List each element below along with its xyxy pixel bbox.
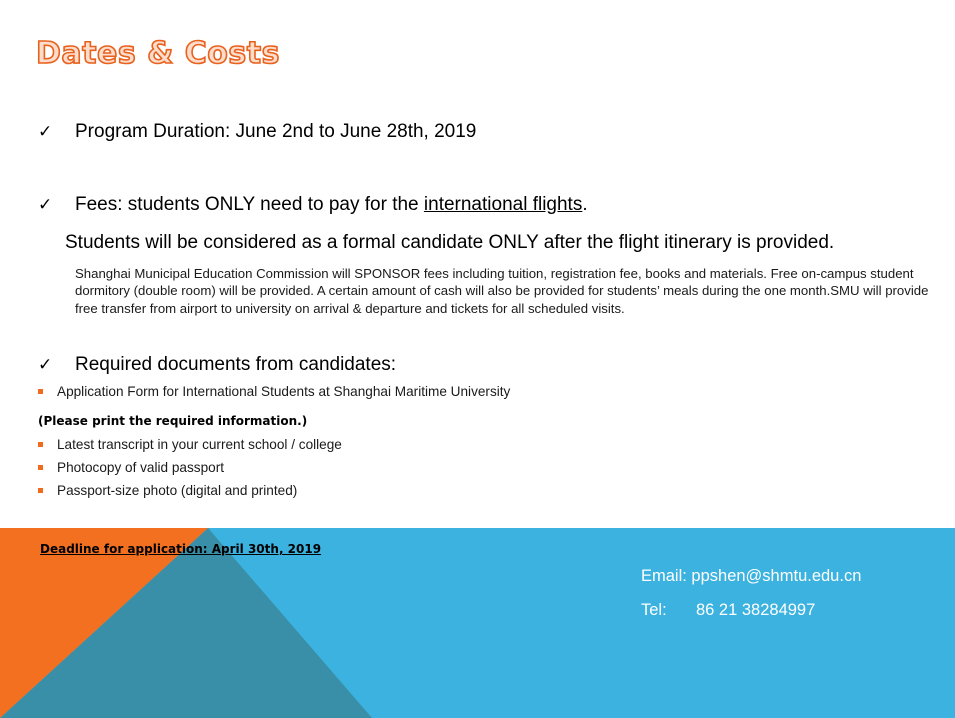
program-duration-text: Program Duration: June 2nd to June 28th, 2019 [75,121,477,142]
footer-band [0,528,955,718]
check-icon: ✓ [38,122,53,142]
sponsor-paragraph: Shanghai Municipal Education Commission will SPONSOR fees including tuition, registration fee, books and materials. Free on-campus student dormitory (double room) will be provided. A certain amount of cash will also be provided for students’ meals during the one month.SMU will provide free transfer from airport to university on arrival & departure and tickets for all scheduled visits. [75,266,929,316]
fees-text [75,194,588,216]
program-duration-item [38,121,476,143]
document-label: Latest transcript in your current school / college [57,437,342,452]
square-bullet-icon [38,442,43,447]
document-label: Application Form for International Students at Shanghai Maritime University [57,384,511,399]
fees-prefix: Fees: students ONLY need to pay for the [75,194,424,215]
candidate-notice: Students will be considered as a formal candidate ONLY after the flight itinerary is provided. [65,232,835,253]
fees-suffix: . [582,194,588,215]
square-bullet-icon [38,465,43,470]
document-label: Photocopy of valid passport [57,460,225,475]
square-bullet-icon [38,389,43,394]
document-label: Passport-size photo (digital and printed) [57,483,298,498]
check-icon: ✓ [38,355,53,375]
list-item [38,437,342,452]
square-bullet-icon [38,488,43,493]
contact-phone [641,601,815,620]
footer-background [0,528,955,718]
print-note: (Please print the required information.) [38,414,308,428]
list-item [38,384,510,399]
documents-heading-item [38,354,396,376]
contact-email: Email: ppshen@shmtu.edu.cn [641,567,862,585]
slide-title: Dates & Costs [36,36,280,71]
check-icon: ✓ [38,195,53,215]
tel-number: 86 21 38284997 [696,601,816,619]
international-flights-link[interactable]: international flights [423,194,583,215]
fees-item [38,194,588,216]
list-item [38,460,224,475]
documents-heading: Required documents from candidates: [75,354,397,375]
deadline-text: Deadline for application: April 30th, 2019 [40,542,322,556]
tel-label: Tel: [641,601,667,619]
list-item [38,483,297,498]
